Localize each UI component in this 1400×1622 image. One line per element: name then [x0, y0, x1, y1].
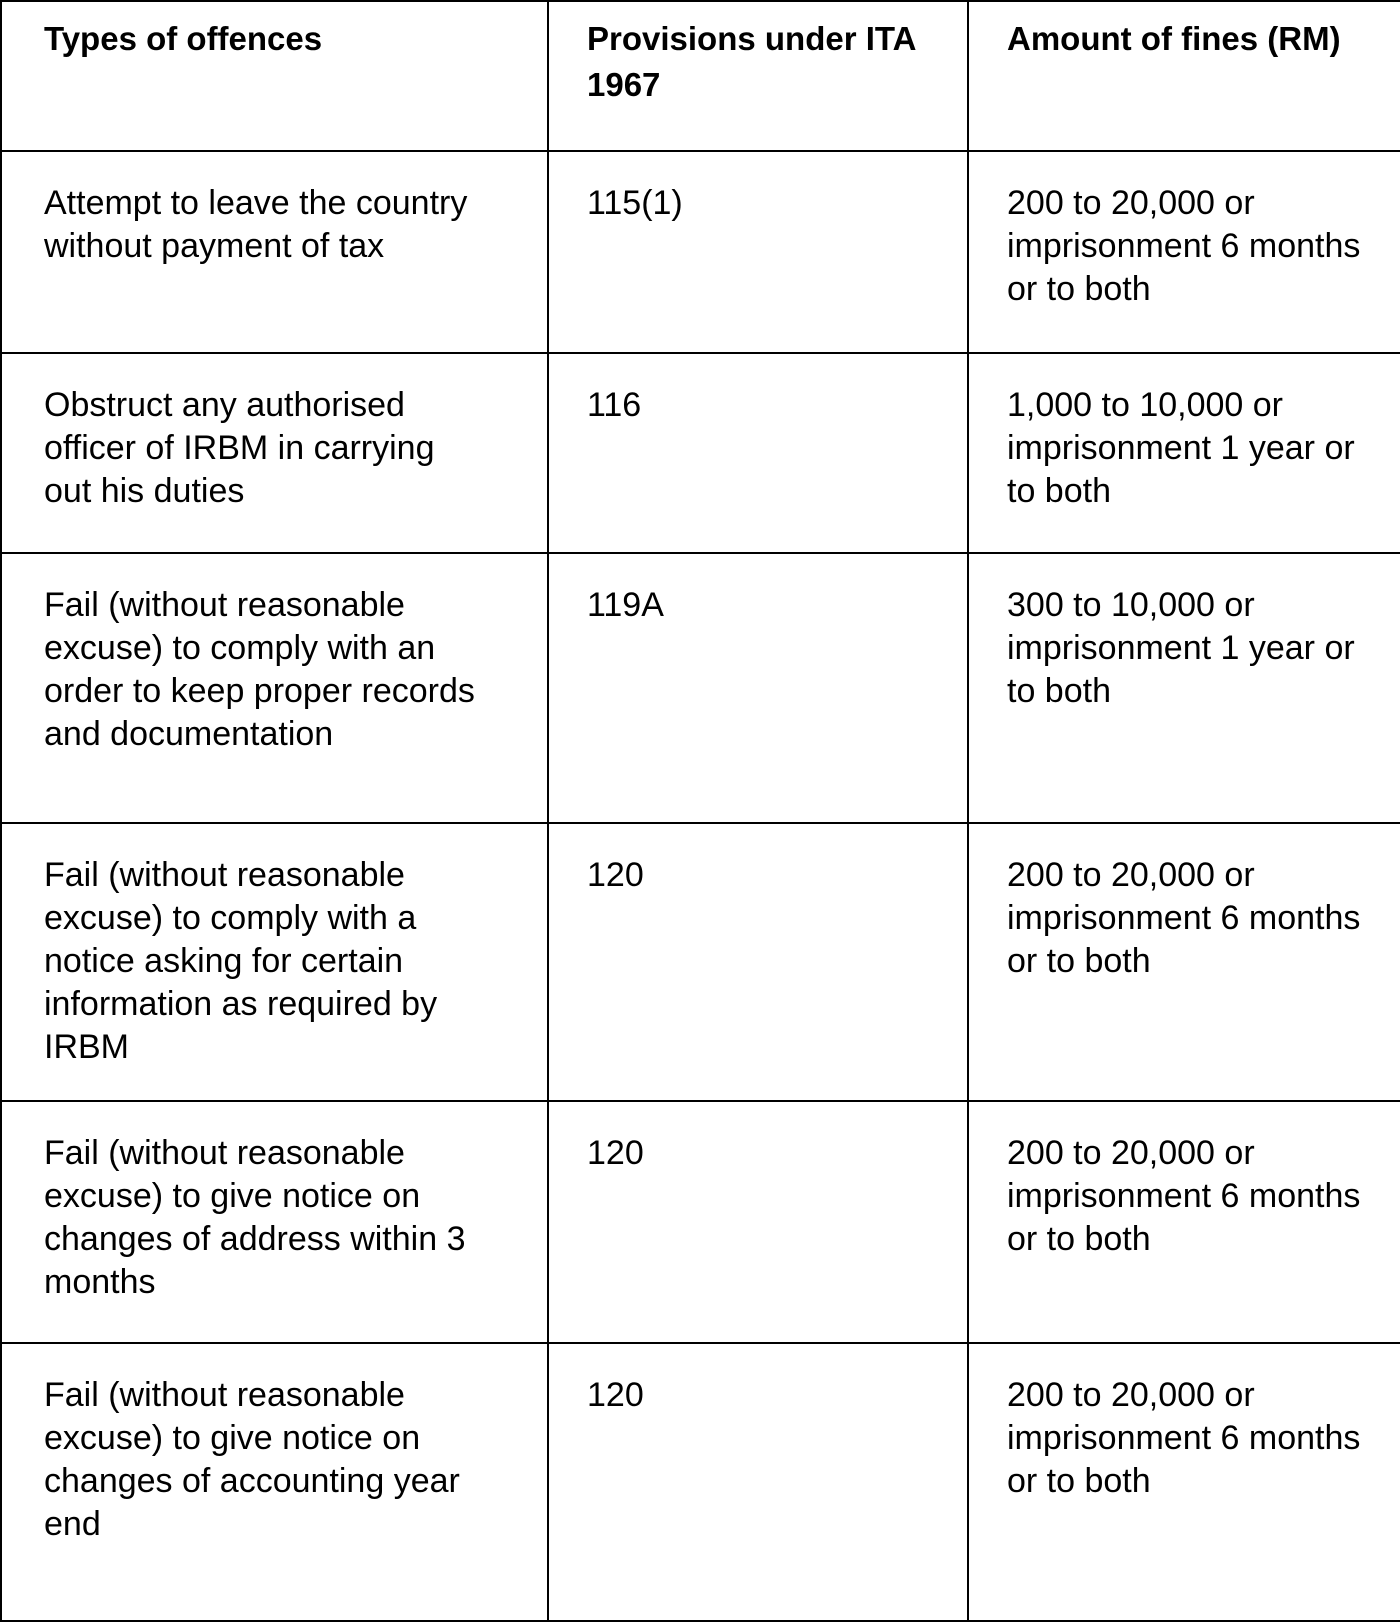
provision-cell: 120 [548, 1101, 968, 1343]
table-row [1, 823, 1400, 1101]
header-amount-of-fines: Amount of fines (RM) [968, 1, 1400, 151]
offence-cell: Fail (without reasonable excuse) to comply with a notice asking for certain information as required by IRBM [1, 823, 548, 1101]
offence-cell: Fail (without reasonable excuse) to comply with an order to keep proper records and documentation [1, 553, 548, 823]
provision-cell: 115(1) [548, 151, 968, 353]
fine-cell: 200 to 20,000 or imprisonment 6 months or to both [968, 151, 1400, 353]
fine-cell: 200 to 20,000 or imprisonment 6 months or to both [968, 823, 1400, 1101]
provision-cell: 120 [548, 1343, 968, 1621]
table-row [1, 151, 1400, 353]
fine-cell: 200 to 20,000 or imprisonment 6 months or to both [968, 1343, 1400, 1621]
table-row [1, 1343, 1400, 1621]
table-row [1, 553, 1400, 823]
table-row [1, 353, 1400, 553]
provision-cell: 119A [548, 553, 968, 823]
provision-cell: 120 [548, 823, 968, 1101]
fine-cell: 200 to 20,000 or imprisonment 6 months or to both [968, 1101, 1400, 1343]
fine-cell: 1,000 to 10,000 or imprisonment 1 year or to both [968, 353, 1400, 553]
offence-cell: Attempt to leave the country without payment of tax [1, 151, 548, 353]
offence-cell: Fail (without reasonable excuse) to give notice on changes of address within 3 months [1, 1101, 548, 1343]
header-types-of-offences: Types of offences [1, 1, 548, 151]
offence-cell: Obstruct any authorised officer of IRBM in carrying out his duties [1, 353, 548, 553]
offence-cell: Fail (without reasonable excuse) to give notice on changes of accounting year end [1, 1343, 548, 1621]
header-provisions: Provisions under ITA 1967 [548, 1, 968, 151]
fine-cell: 300 to 10,000 or imprisonment 1 year or to both [968, 553, 1400, 823]
table-header-row [1, 1, 1400, 151]
provision-cell: 116 [548, 353, 968, 553]
table-row [1, 1101, 1400, 1343]
